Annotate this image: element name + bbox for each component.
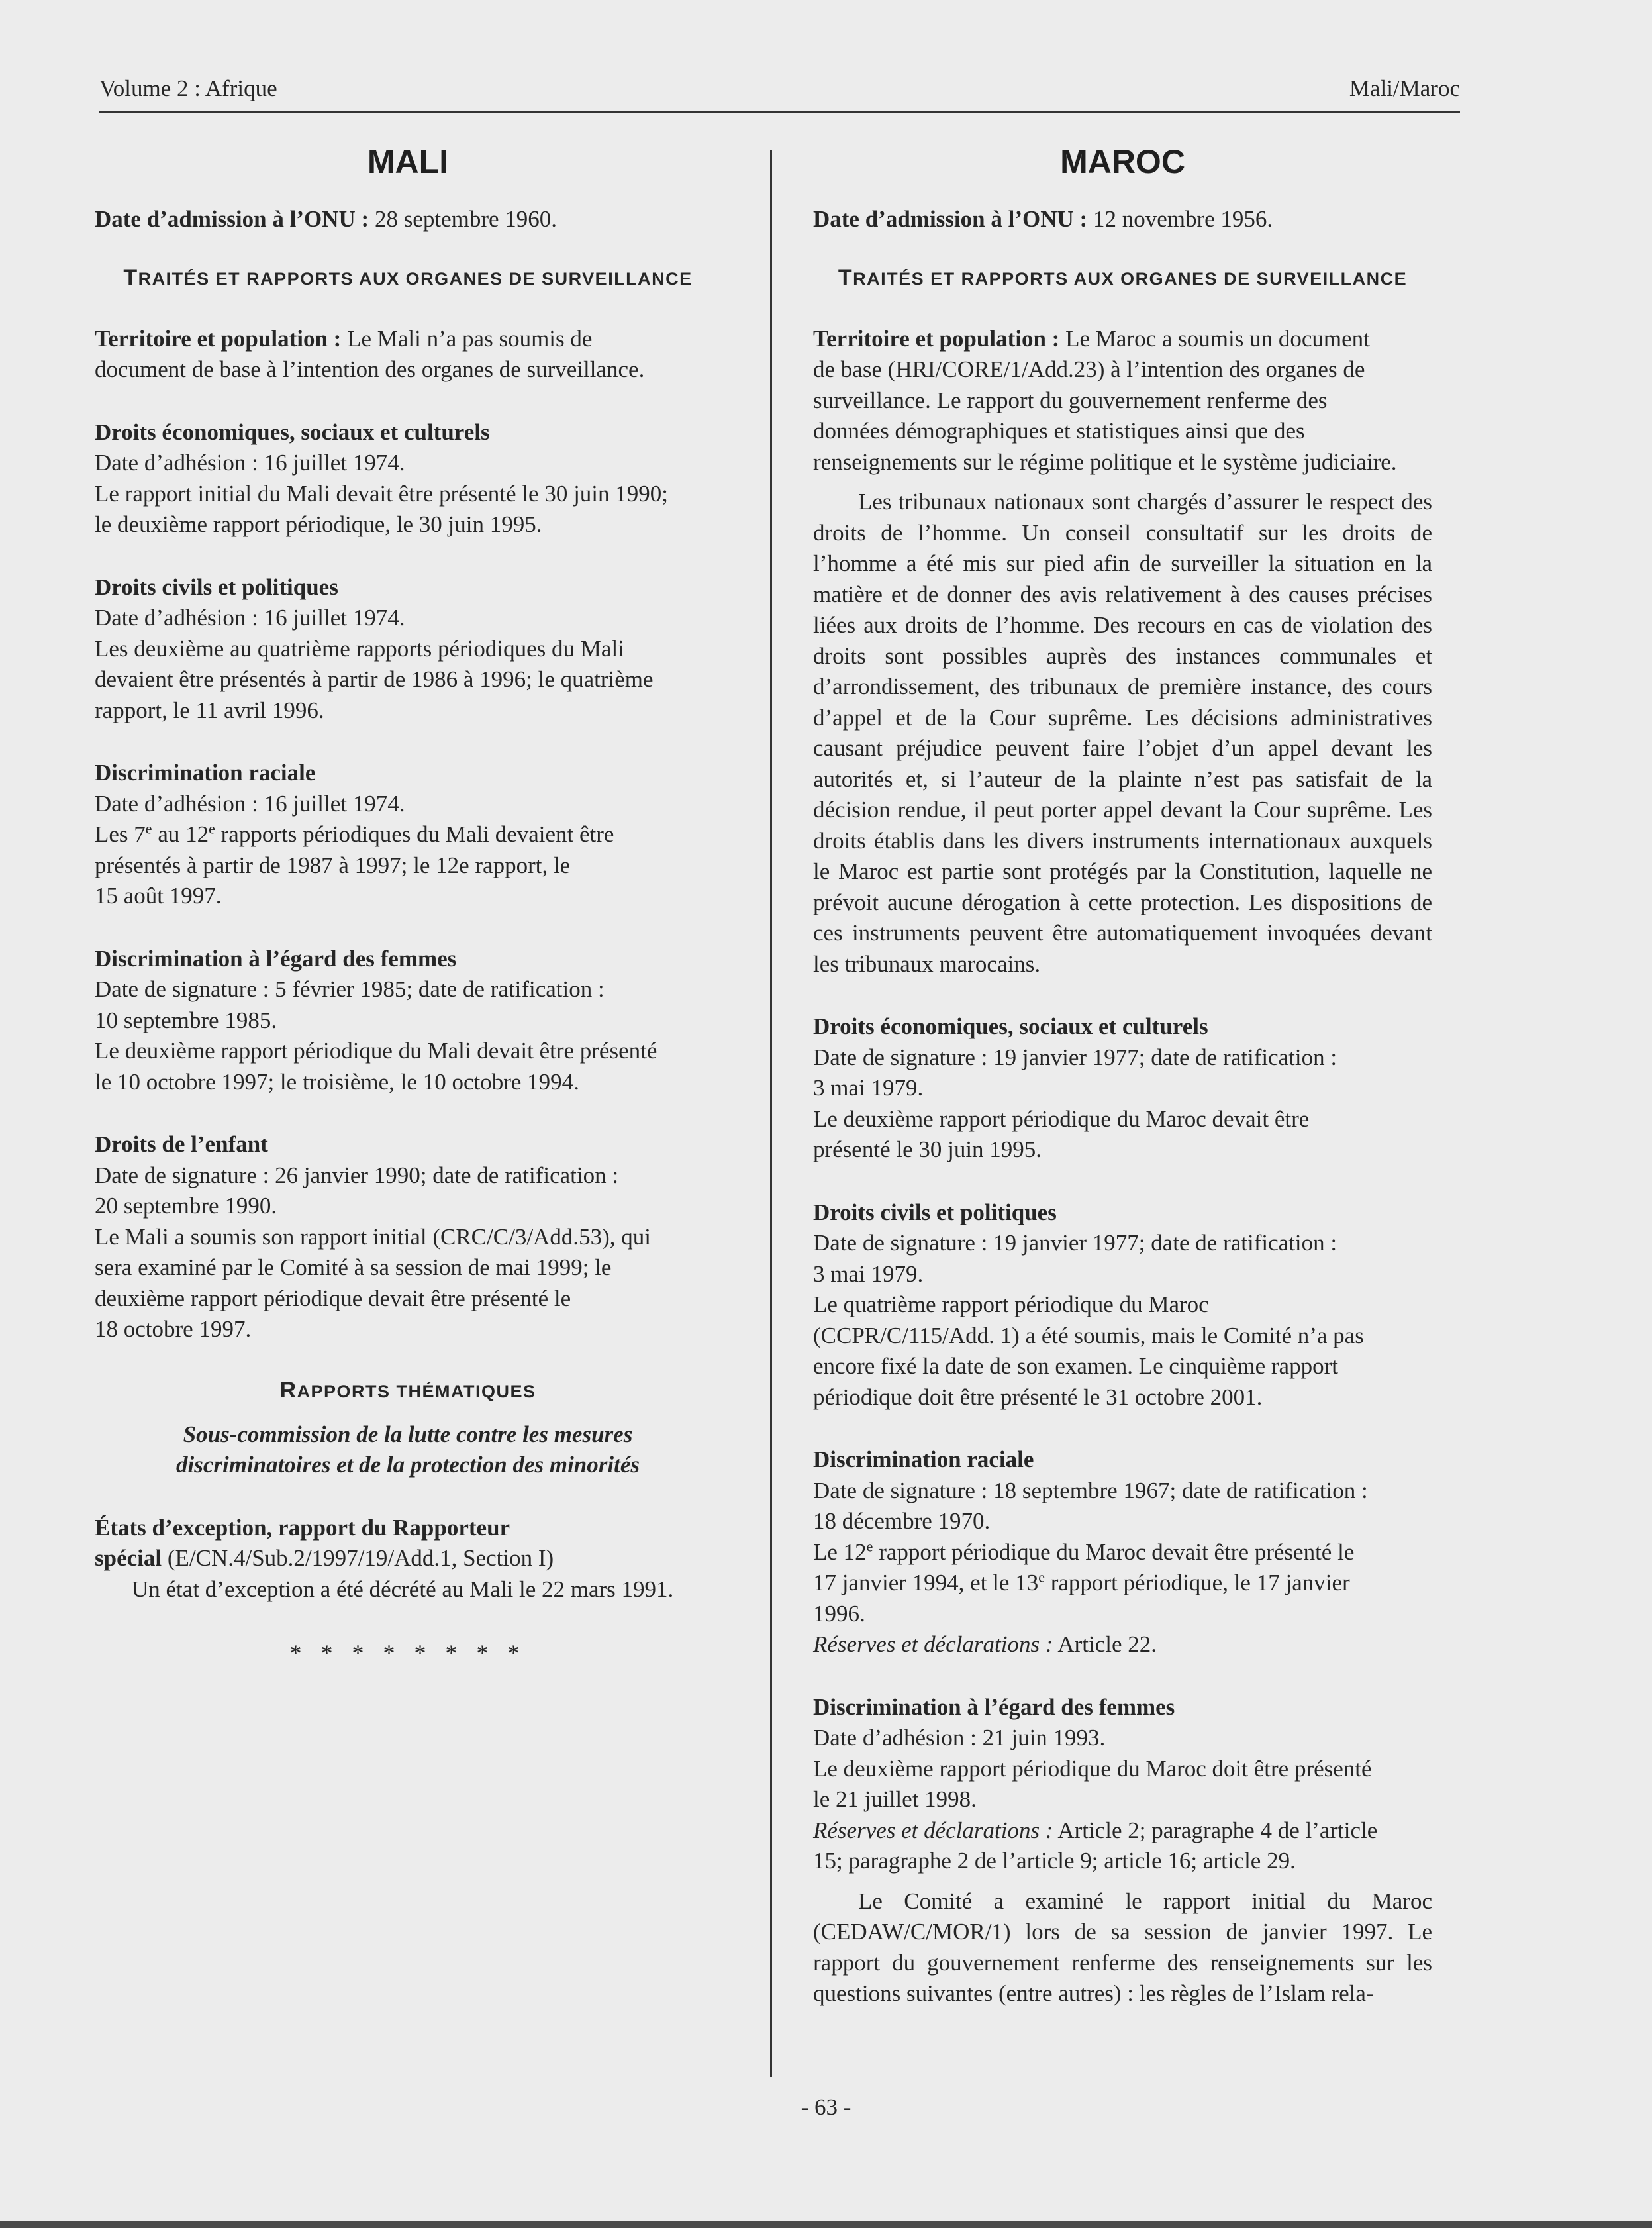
mali-subcommission bbox=[95, 1419, 721, 1481]
maroc-dr-reserves bbox=[813, 1629, 1432, 1660]
mali-subcommission-line1: Sous-commission de la lutte contre les mesures bbox=[183, 1421, 633, 1447]
mali-dr-line1: Date d’adhésion : 16 juillet 1974. bbox=[95, 790, 405, 817]
maroc-dr-reserves-label: Réserves et déclarations : bbox=[813, 1631, 1053, 1657]
mali-desc-line3: le deuxième rapport périodique, le 30 juin 1995. bbox=[95, 511, 542, 537]
mali-treaties-heading-rest: RAITÉS ET RAPPORTS AUX ORGANES DE SURVEILLANCE bbox=[138, 268, 693, 289]
page-number: - 63 - bbox=[801, 2094, 851, 2120]
maroc-territoire-line3: surveillance. Le rapport du gouvernement renferme des bbox=[813, 387, 1328, 413]
maroc-title: MAROC bbox=[1060, 143, 1185, 180]
maroc-desc-line3: Le deuxième rapport périodique du Maroc devait être bbox=[813, 1105, 1310, 1132]
mali-thematic-heading-cap: R bbox=[279, 1377, 297, 1403]
maroc-column bbox=[813, 142, 1432, 2009]
mali-df-line1: Date de signature : 5 février 1985; date de ratification : bbox=[95, 976, 605, 1002]
mali-dr-block bbox=[95, 758, 721, 912]
maroc-dr-line4: 17 janvier 1994, et le 13e rapport périodique, le 17 janvier bbox=[813, 1568, 1350, 1595]
maroc-desc-title: Droits économiques, sociaux et culturels bbox=[813, 1013, 1208, 1039]
maroc-dcp-title: Droits civils et politiques bbox=[813, 1199, 1057, 1225]
maroc-territoire-line4: données démographiques et statistiques ainsi que des bbox=[813, 418, 1305, 444]
mali-territoire-block bbox=[95, 324, 721, 385]
maroc-desc-block bbox=[813, 1011, 1432, 1166]
maroc-territoire-label: Territoire et population : bbox=[813, 325, 1060, 352]
maroc-dr-reserves-value: Article 22. bbox=[1053, 1631, 1157, 1657]
mali-dr-line2: Les 7e au 12e rapports périodiques du Mali devaient être bbox=[95, 820, 614, 847]
maroc-territoire-line2: de base (HRI/CORE/1/Add.23) à l’intention des organes de bbox=[813, 356, 1365, 382]
maroc-dr-block bbox=[813, 1444, 1432, 1660]
maroc-admission-label: Date d’admission à l’ONU : bbox=[813, 206, 1088, 232]
mali-etats-title-line2: spécial bbox=[95, 1545, 162, 1571]
mali-section-end-stars: * * * * * * * * bbox=[289, 1640, 526, 1666]
header-volume: Volume 2 : Afrique bbox=[99, 76, 277, 101]
maroc-dcp-line1: Date de signature : 19 janvier 1977; date de ratification : bbox=[813, 1230, 1337, 1256]
maroc-dcp-line4: (CCPR/C/115/Add. 1) a été soumis, mais le Comité n’a pas bbox=[813, 1322, 1364, 1348]
maroc-dr-line3: Le 12e rapport périodique du Maroc devait être présenté le bbox=[813, 1537, 1355, 1565]
maroc-tribunaux-paragraph: Les tribunaux nationaux sont chargés d’assurer le respect des droits de l’homme. Un conseil consultatif sur les droits de l’homme a été mis sur pied afin de surveiller la situation en la matière et de donner des avis relativement à des causes précises liées aux droits de l’homme. Des recours en cas de violation des droits sont possibles auprès des instances communales et d’arrondissement, des tribunaux de première instance, des cours d’appel et de la Cour suprême. Les décisions administratives causant préjudice peuvent faire l’objet d’un appel devant les autorités et, si l’auteur de la plainte n’est pas satisfait de la décision rendue, il peut porter appel devant la Cour suprême. Les droits établis dans les divers instruments internationaux auxquels le Maroc est partie sont protégés par la Constitution, laquelle ne prévoit aucune dérogation à cette protection. Les dispositions de ces instruments peuvent être automatiquement invoquées devant les tribunaux marocains. bbox=[813, 489, 1432, 977]
mali-etats-ref: (E/CN.4/Sub.2/1997/19/Add.1, Section I) bbox=[162, 1545, 554, 1571]
maroc-dcp-line2: 3 mai 1979. bbox=[813, 1260, 924, 1287]
maroc-desc-line4: présenté le 30 juin 1995. bbox=[813, 1137, 1042, 1162]
mali-dr-title: Discrimination raciale bbox=[95, 760, 316, 785]
mali-etats-block bbox=[95, 1513, 721, 1605]
maroc-df-line1: Date d’adhésion : 21 juin 1993. bbox=[813, 1725, 1106, 1750]
maroc-admission bbox=[813, 204, 1432, 235]
mali-dr-line3: présentés à partir de 1987 à 1997; le 12e rapport, le bbox=[95, 852, 571, 878]
maroc-df-reserves bbox=[813, 1815, 1432, 1847]
column-divider bbox=[770, 150, 772, 2077]
maroc-dr-line2: 18 décembre 1970. bbox=[813, 1508, 991, 1534]
maroc-df-reserves-value-line1: Article 2; paragraphe 4 de l’article bbox=[1053, 1817, 1378, 1843]
mali-thematic-heading-rest: APPORTS THÉMATIQUES bbox=[297, 1381, 536, 1401]
mali-df-title: Discrimination à l’égard des femmes bbox=[95, 945, 457, 972]
mali-de-line6: 18 octobre 1997. bbox=[95, 1316, 252, 1342]
mali-dcp-line2: Les deuxième au quatrième rapports périodiques du Mali bbox=[95, 635, 624, 662]
mali-de-title: Droits de l’enfant bbox=[95, 1131, 268, 1157]
maroc-desc-line1: Date de signature : 19 janvier 1977; date de ratification : bbox=[813, 1044, 1337, 1070]
maroc-admission-value: 12 novembre 1956. bbox=[1087, 206, 1273, 232]
mali-df-block bbox=[95, 944, 721, 1098]
mali-treaties-heading bbox=[95, 264, 721, 292]
mali-admission-value: 28 septembre 1960. bbox=[369, 206, 558, 232]
mali-title: MALI bbox=[367, 143, 449, 180]
mali-desc-block bbox=[95, 417, 721, 540]
maroc-territoire-line5: renseignements sur le régime politique et le système judiciaire. bbox=[813, 448, 1397, 475]
mali-de-line5: deuxième rapport périodique devait être présenté le bbox=[95, 1285, 571, 1311]
mali-territoire-line1: Le Mali n’a pas soumis de bbox=[341, 325, 593, 352]
mali-de-line4: sera examiné par le Comité à sa session de mai 1999; le bbox=[95, 1254, 612, 1280]
mali-desc-line1: Date d’adhésion : 16 juillet 1974. bbox=[95, 450, 405, 476]
maroc-df-line3: le 21 juillet 1998. bbox=[813, 1786, 977, 1812]
maroc-comite-paragraph: Le Comité a examiné le rapport initial du Maroc (CEDAW/C/MOR/1) lors de sa session de janvier 1997. Le rapport du gouvernement renferme des renseignements sur les questions suivantes (entre autres) : les règles de l’Islam rela- bbox=[813, 1888, 1432, 2006]
maroc-territoire-line1: Le Maroc a soumis un document bbox=[1059, 325, 1370, 352]
mali-subcommission-line2: discriminatoires et de la protection des minorités bbox=[176, 1452, 640, 1478]
mali-de-line2: 20 septembre 1990. bbox=[95, 1193, 277, 1219]
header-rule bbox=[99, 111, 1460, 113]
maroc-treaties-heading bbox=[813, 264, 1432, 292]
maroc-df-block bbox=[813, 1692, 1432, 1877]
mali-dcp-block bbox=[95, 572, 721, 727]
mali-etats-title-line1: États d’exception, rapport du Rapporteur bbox=[95, 1514, 510, 1541]
mali-territoire-label: Territoire et population : bbox=[95, 325, 342, 352]
mali-df-line4: le 10 octobre 1997; le troisième, le 10 octobre 1994. bbox=[95, 1068, 579, 1095]
maroc-treaties-heading-rest: RAITÉS ET RAPPORTS AUX ORGANES DE SURVEILLANCE bbox=[853, 268, 1408, 289]
maroc-dcp-block bbox=[813, 1197, 1432, 1413]
maroc-desc-line2: 3 mai 1979. bbox=[813, 1075, 924, 1101]
mali-df-line3: Le deuxième rapport périodique du Mali devait être présenté bbox=[95, 1038, 657, 1064]
maroc-dcp-line6: périodique doit être présenté le 31 octobre 2001. bbox=[813, 1384, 1263, 1410]
mali-thematic-heading bbox=[95, 1377, 721, 1405]
scan-bottom-edge bbox=[0, 2221, 1652, 2228]
mali-column bbox=[95, 142, 721, 1669]
mali-admission bbox=[95, 204, 721, 235]
maroc-df-title: Discrimination à l’égard des femmes bbox=[813, 1694, 1175, 1720]
mali-dcp-line1: Date d’adhésion : 16 juillet 1974. bbox=[95, 605, 405, 631]
mali-treaties-heading-cap: T bbox=[123, 264, 138, 290]
maroc-df-line2: Le deuxième rapport périodique du Maroc doit être présenté bbox=[813, 1755, 1372, 1782]
mali-de-block bbox=[95, 1129, 721, 1345]
maroc-dcp-line5: encore fixé la date de son examen. Le cinquième rapport bbox=[813, 1353, 1338, 1379]
maroc-df-reserves-label: Réserves et déclarations : bbox=[813, 1817, 1053, 1843]
maroc-dr-line1: Date de signature : 18 septembre 1967; date de ratification : bbox=[813, 1477, 1368, 1503]
mali-dr-line4: 15 août 1997. bbox=[95, 883, 222, 909]
maroc-treaties-heading-cap: T bbox=[838, 264, 853, 290]
mali-dcp-line3: devaient être présentés à partir de 1986 à 1996; le quatrième bbox=[95, 666, 654, 692]
maroc-dr-title: Discrimination raciale bbox=[813, 1446, 1034, 1472]
mali-df-line2: 10 septembre 1985. bbox=[95, 1007, 277, 1033]
header-countries: Mali/Maroc bbox=[1349, 76, 1460, 101]
mali-dcp-line4: rapport, le 11 avril 1996. bbox=[95, 697, 324, 723]
mali-de-line3: Le Mali a soumis son rapport initial (CRC/C/3/Add.53), qui bbox=[95, 1223, 651, 1250]
mali-admission-label: Date d’admission à l’ONU : bbox=[95, 206, 369, 232]
mali-desc-line2: Le rapport initial du Mali devait être présenté le 30 juin 1990; bbox=[95, 480, 668, 507]
maroc-dr-line5: 1996. bbox=[813, 1600, 865, 1627]
mali-territoire-line2: document de base à l’intention des organes de surveillance. bbox=[95, 356, 645, 382]
running-header bbox=[99, 74, 1460, 103]
maroc-dcp-line3: Le quatrième rapport périodique du Maroc bbox=[813, 1291, 1209, 1317]
maroc-df-reserves-line2: 15; paragraphe 2 de l’article 9; article 16; article 29. bbox=[813, 1848, 1296, 1874]
mali-de-line1: Date de signature : 26 janvier 1990; date de ratification : bbox=[95, 1162, 619, 1188]
mali-etats-text: Un état d’exception a été décrété au Mali le 22 mars 1991. bbox=[132, 1576, 674, 1602]
mali-desc-title: Droits économiques, sociaux et culturels bbox=[95, 419, 490, 445]
maroc-territoire-block bbox=[813, 324, 1432, 478]
mali-dcp-title: Droits civils et politiques bbox=[95, 574, 338, 600]
